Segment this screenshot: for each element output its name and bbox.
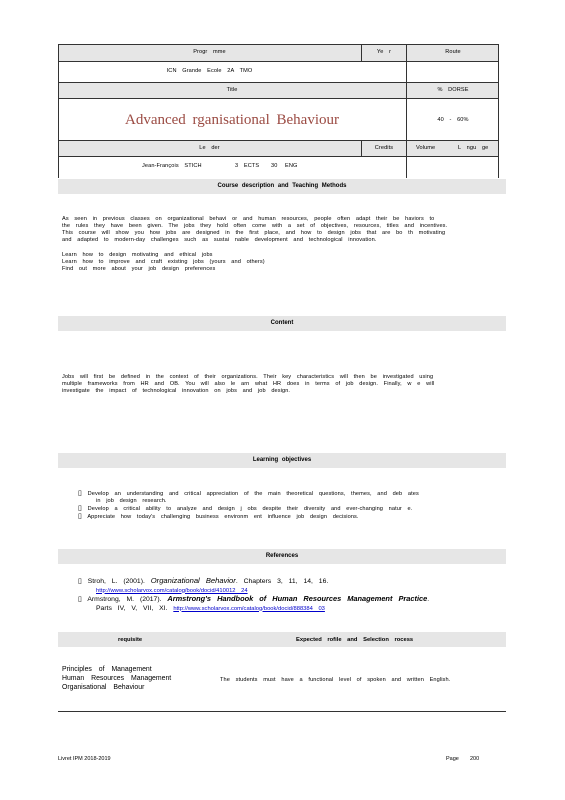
table-line	[58, 61, 499, 62]
objectives-list	[78, 490, 502, 521]
reference-author: Stroh, L. (2001).	[87, 578, 145, 585]
reference-link[interactable]: http://www.scholarvox.com/catalog/book/docid/410012 24	[96, 587, 248, 594]
language-value: ENG	[285, 163, 298, 169]
bullet-icon: ▯	[78, 578, 82, 585]
objective-item-continuation: in job design research.	[96, 498, 167, 504]
section-heading-references: References	[58, 549, 506, 564]
table-line	[58, 98, 499, 99]
volume-label: Volume	[416, 145, 436, 151]
year-label: Ye r	[376, 49, 392, 55]
content-line: Jobs will first be defined in the context of their organizations. Their key characteristics will then be investigated using	[62, 374, 434, 380]
leader-label: Le der	[199, 145, 220, 151]
reference-parts: Parts IV, V, VII, XI.	[96, 604, 168, 612]
description-line: and adapted to modern-day challenges such as sustai nable development and technological innovation.	[62, 237, 377, 243]
table-line	[58, 140, 499, 141]
content-line: multiple frameworks from HR and OB. You will also le arn what HR does in terms of job design. Finally, w e will	[62, 381, 435, 387]
reference-book-title: Organizational Behavior	[150, 576, 236, 585]
dorse-label: % DORSE	[437, 87, 469, 93]
table-divider	[361, 44, 362, 62]
section-heading-description: Course description and Teaching Methods	[58, 179, 506, 194]
reference-book-title: Armstrong's Handbook of Human Resources Management Practice	[167, 594, 428, 603]
description-line: the rules they have been given. The jobs they hold often come with a set of objectives, resources, titles and incentives.	[62, 223, 448, 229]
reference-details: . Chapters 3, 11, 14, 16.	[235, 578, 329, 585]
reference-details: .	[427, 596, 430, 603]
bullet-icon: ▯	[78, 596, 82, 603]
section-heading-profile: Expected rofile and Selection rocess	[296, 637, 414, 643]
table-divider	[406, 44, 407, 98]
table-divider	[361, 140, 362, 157]
profile-text: The students must have a functional level of spoken and written English.	[220, 677, 451, 683]
credits-value: 3 ECTS	[235, 163, 260, 169]
prerequisite-list	[62, 665, 171, 692]
objective-item: Develop an understanding and critical appreciation of the main theoretical questions, themes, and deb ates	[87, 491, 419, 497]
programme-value: ICN Grande Ecole 2A TMO	[166, 68, 253, 74]
table-line	[58, 156, 499, 157]
bullet-icon: ▯	[78, 513, 82, 520]
table-line	[58, 82, 499, 83]
language-label: L ngu ge	[458, 145, 489, 151]
content-text	[62, 374, 502, 395]
description-goal: Learn how to improve and craft existing jobs (yours and others)	[62, 259, 265, 265]
reference-author: Armstrong, M. (2017).	[87, 596, 162, 603]
leader-value: Jean-François STICH	[142, 163, 202, 169]
volume-value: 30	[271, 163, 278, 169]
reference-link[interactable]: http://www.scholarvox.com/catalog/book/docid/888384 03	[173, 605, 325, 612]
course-title: Advanced rganisational Behaviour	[125, 112, 339, 128]
description-line: This course will show you how jobs are designed in the first place, and how to design jobs that are bo th motivating	[62, 230, 446, 236]
section-heading-prerequisite: requisite	[118, 637, 143, 643]
table-border-right	[498, 44, 499, 178]
description-text	[62, 216, 502, 273]
section-heading-content: Content	[58, 316, 506, 331]
references-list	[78, 577, 502, 613]
section-divider	[58, 711, 506, 712]
footer-page-number: 200	[470, 756, 480, 762]
footer-booklet-label: Livret IPM 2018-2019	[58, 756, 111, 762]
table-divider	[406, 98, 407, 140]
content-line: investigate the impact of technological innovation on jobs and job design.	[62, 388, 291, 394]
objective-item: Develop a critical ability to analyze and design j obs despite their diversity and ever-changing natur e.	[87, 506, 413, 512]
bullet-icon: ▯	[78, 490, 82, 497]
dorse-value: 40 - 60%	[437, 117, 469, 123]
prerequisite-item: Human Resources Management	[62, 675, 172, 682]
footer-page-label: Page	[446, 756, 459, 762]
prerequisite-item: Organisational Behaviour	[62, 684, 145, 691]
section-heading-objectives: Learning objectives	[58, 453, 506, 468]
objective-item: Appreciate how today's challenging business environm ent influence job design decisions.	[87, 514, 359, 520]
prerequisite-item: Principles of Management	[62, 666, 152, 673]
credits-label: Credits	[374, 145, 394, 151]
description-line: As seen in previous classes on organizational behavi or and human resources, people often adapt their be haviors to	[62, 216, 435, 222]
description-goal: Find out more about your job design preferences	[62, 266, 216, 272]
title-label: Title	[226, 87, 238, 93]
programme-label: Progr mme	[193, 49, 226, 55]
table-border-left	[58, 44, 59, 178]
bullet-icon: ▯	[78, 505, 82, 512]
description-goal: Learn how to design motivating and ethical jobs	[62, 252, 213, 258]
table-divider	[406, 140, 407, 178]
route-label: Route	[445, 49, 461, 55]
